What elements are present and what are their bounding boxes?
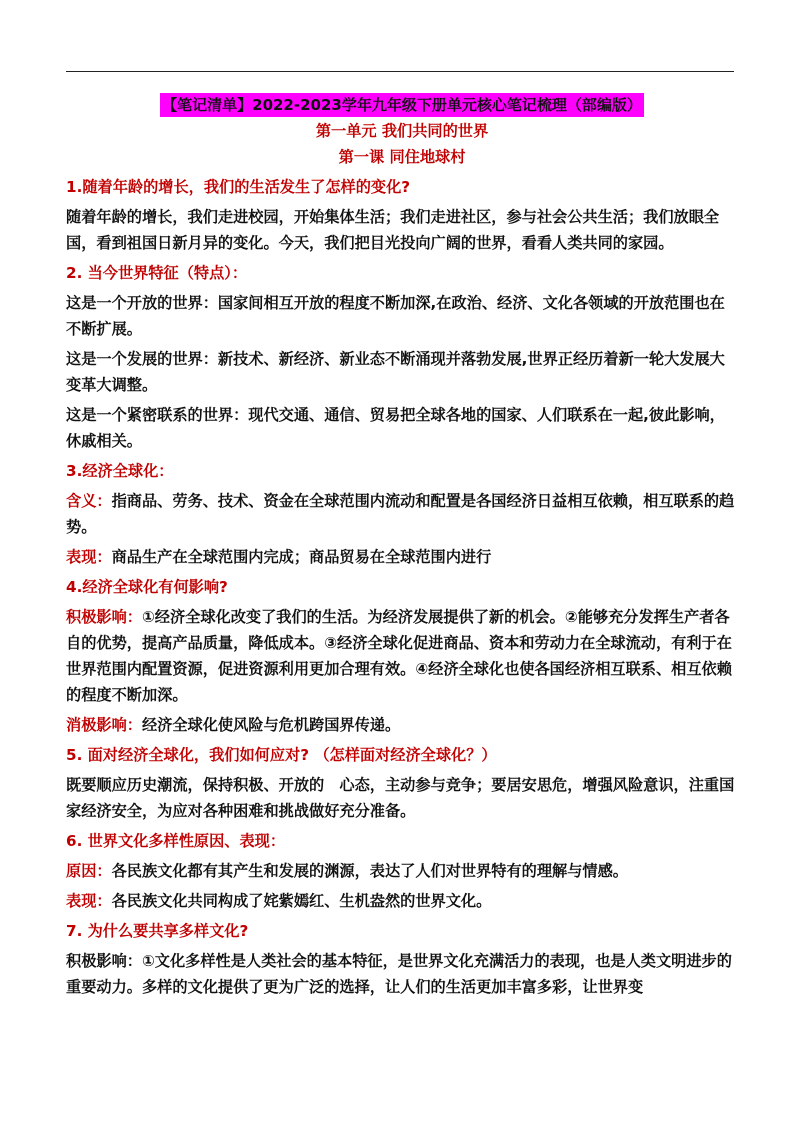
answer-2-developing-world: 这是一个发展的世界：新技术、新经济、新业态不断涌现并落勃发展,世界正经历着新一轮大发展大变革大调整。 [66,350,725,394]
label-negative-impact: 消极影响： [66,716,142,734]
answer-2-connected-world: 这是一个紧密联系的世界：现代交通、通信、贸易把全球各地的国家、人们联系在一起,彼此影响，休戚相关。 [66,406,725,450]
question-5: 5. 面对经济全球化，我们如何应对? （怎样面对经济全球化？） [66,746,497,764]
title-block [66,92,738,170]
question-4: 4.经济全球化有何影响? [66,578,228,596]
question-7: 7. 为什么要共享多样文化? [66,922,249,940]
label-reason: 原因： [66,862,112,880]
label-positive-impact: 积极影响： [66,608,142,626]
question-3: 3.经济全球化： [66,462,174,480]
document-title-banner: 【笔记清单】2022-2023学年九年级下册单元核心笔记梳理（部编版） [160,93,644,117]
answer-5: 既要顺应历史潮流，保持积极、开放的 心态，主动参与竞争；要居安思危，增强风险意识，注重国家经济安全，为应对各种困难和挑战做好充分准备。 [66,776,735,820]
top-divider [66,71,734,72]
label-manifestation: 表现： [66,548,112,566]
culture-manifestation-text: 各民族文化共同构成了姹紫嫣红、生机盎然的世界文化。 [111,892,492,910]
answer-4-negative [66,712,738,738]
answer-4-positive [66,604,738,708]
label-culture-manifestation: 表现： [66,892,112,910]
answer-1: 随着年龄的增长，我们走进校园，开始集体生活；我们走进社区，参与社会公共生活；我们放眼全国，看到祖国日新月异的变化。今天，我们把目光投向广阔的世界，看看人类共同的家园。 [66,208,720,252]
answer-6-reason [66,858,738,884]
question-6: 6. 世界文化多样性原因、表现： [66,832,286,850]
question-2: 2. 当今世界特征（特点）： [66,264,248,282]
answer-2-open-world: 这是一个开放的世界：国家间相互开放的程度不断加深,在政治、经济、文化各领域的开放范围也在不断扩展。 [66,294,725,338]
unit-title: 第一单元 我们共同的世界 [315,122,489,140]
definition-text: 指商品、劳务、技术、资金在全球范围内流动和配置是各国经济日益相互依赖，相互联系的趋势。 [66,492,735,536]
question-1: 1.随着年龄的增长，我们的生活发生了怎样的变化? [66,178,411,196]
answer-3-manifestation [66,544,738,570]
reason-text: 各民族文化都有其产生和发展的渊源，表达了人们对世界特有的理解与情感。 [111,862,628,880]
negative-impact-text: 经济全球化使风险与危机跨国界传递。 [141,716,401,734]
positive-impact-text: ①经济全球化改变了我们的生活。为经济发展提供了新的机会。②能够充分发挥生产者各自的优势，提高产品质量，降低成本。③经济全球化促进商品、资本和劳动力在全球流动，有利于在世界范围内配置资源，促进资源利用更加合理有效。④经济全球化也使各国经济相互联系、相互依赖的程度不断加深。 [66,608,732,704]
answer-3-definition [66,488,738,540]
manifestation-text: 商品生产在全球范围内完成；商品贸易在全球范围内进行 [111,548,492,566]
notes-body [66,92,738,1000]
lesson-title: 第一课 同住地球村 [338,148,466,166]
answer-6-manifestation [66,888,738,914]
answer-7: 积极影响：①文化多样性是人类社会的基本特征，是世界文化充满活力的表现，也是人类文明进步的重要动力。多样的文化提供了更为广泛的选择，让人们的生活更加丰富多彩，让世界变 [66,952,732,996]
label-definition: 含义： [66,492,112,510]
